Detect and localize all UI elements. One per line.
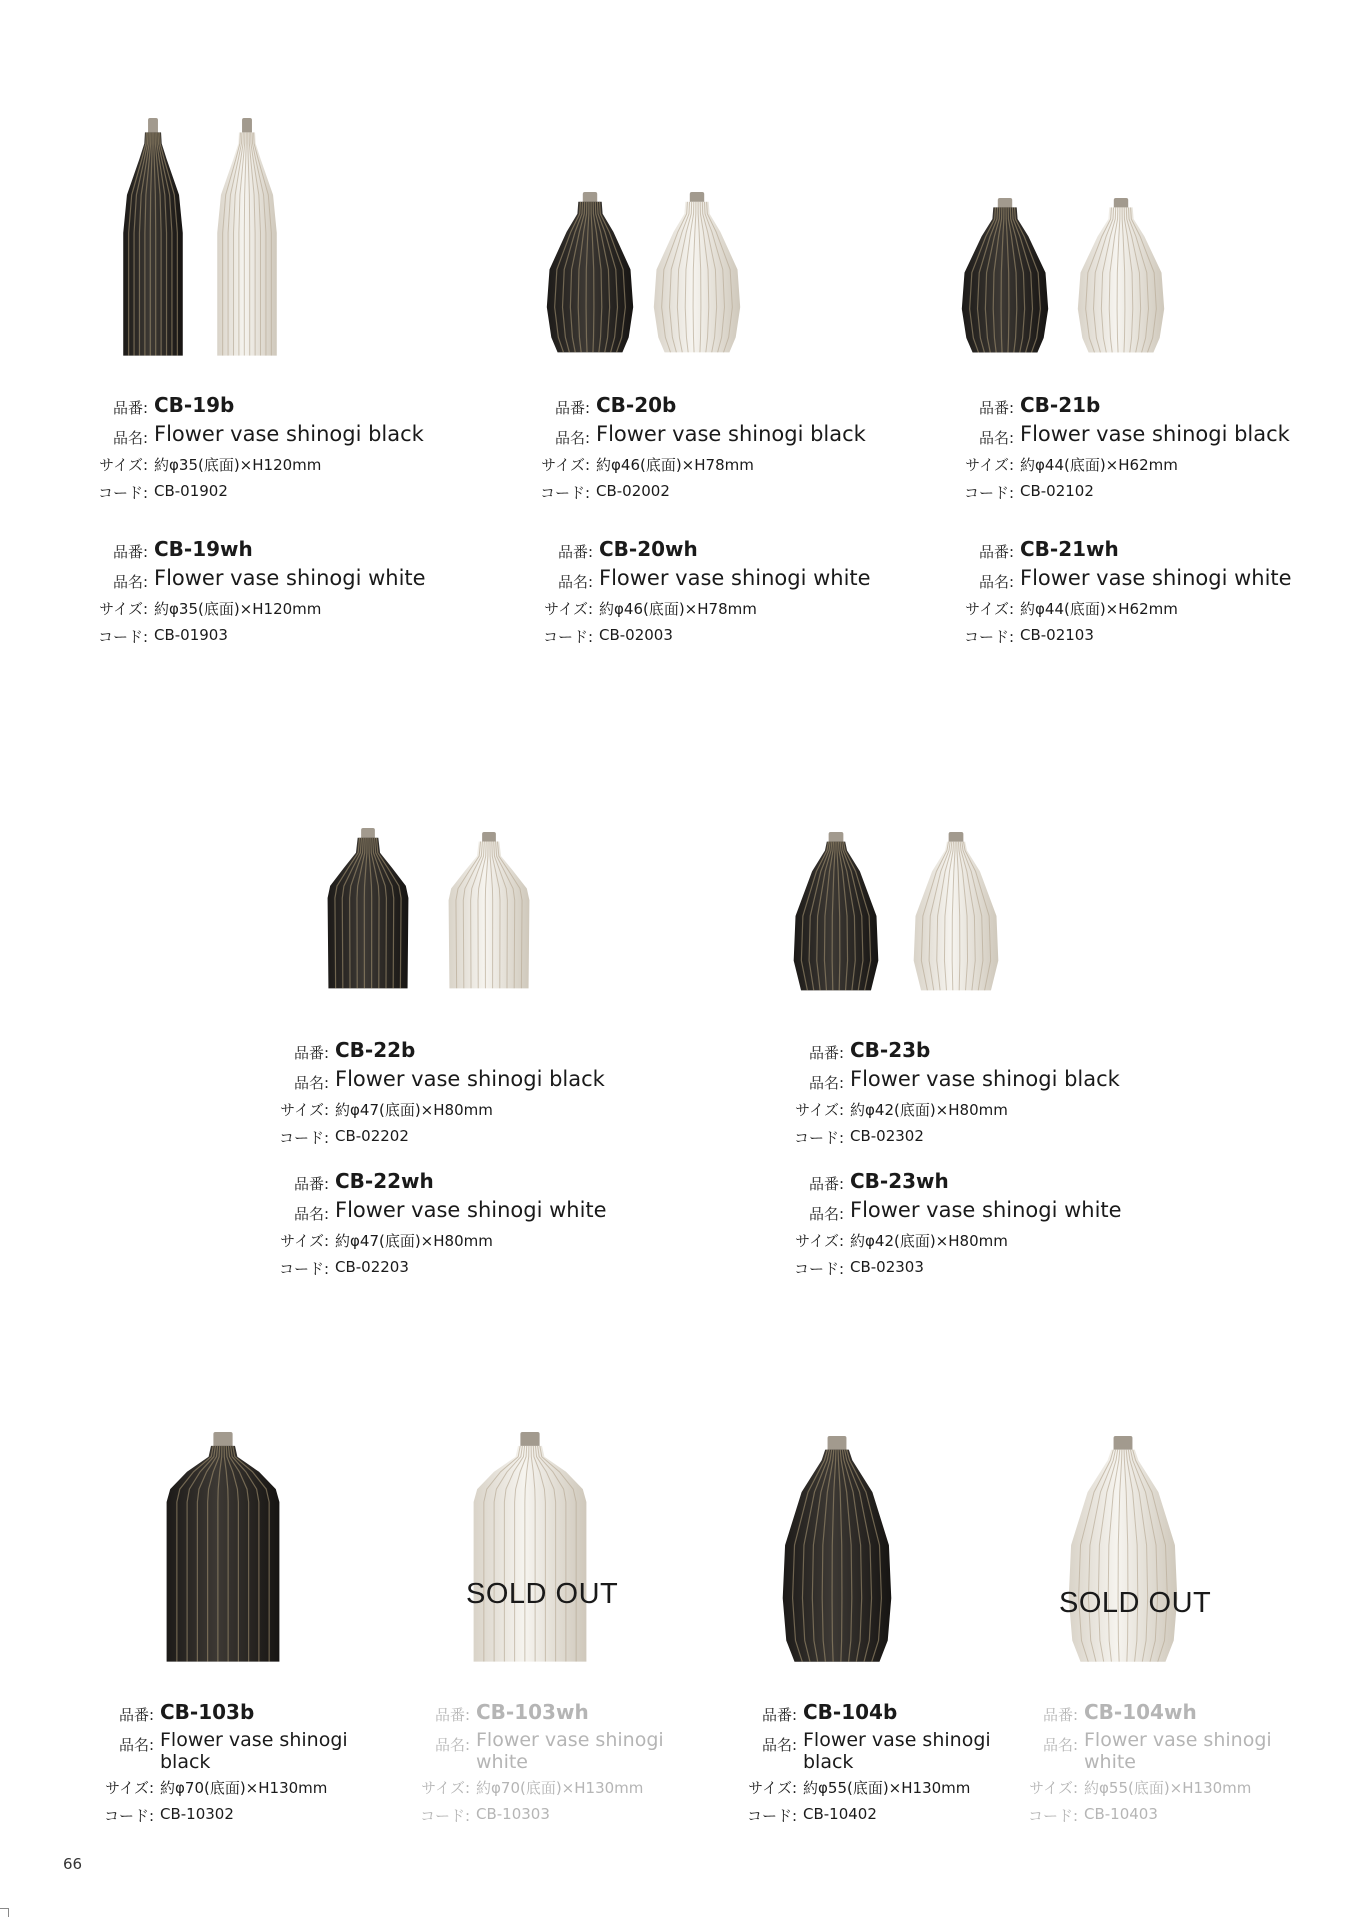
- vase-image-cb-20wh: [652, 192, 742, 354]
- product-name: Flower vase shinogi black: [850, 1067, 1120, 1091]
- sold-out-label-cb-103wh: SOLD OUT: [466, 1578, 619, 1610]
- product-barcode: CB-10303: [476, 1805, 550, 1823]
- crop-mark: [0, 1908, 9, 1917]
- product-code: CB-23b: [850, 1038, 931, 1062]
- spec-cb-104wh: [1014, 1699, 1314, 1827]
- barcode-label: コード:: [793, 1260, 844, 1278]
- vase-image-cb-23b: [790, 832, 882, 992]
- product-name: Flower vase shinogi white: [599, 566, 871, 590]
- name-label: 品名:: [112, 573, 148, 591]
- name-label: 品名:: [554, 429, 590, 447]
- product-code: CB-21wh: [1020, 537, 1119, 561]
- product-name: Flower vase shinogi black: [160, 1729, 348, 1773]
- product-name: Flower vase shinogi black: [803, 1729, 991, 1773]
- product-code: CB-104wh: [1084, 1700, 1197, 1724]
- product-size: 約φ42(底面)×H80mm: [850, 1232, 1008, 1250]
- vase-image-cb-21b: [960, 198, 1050, 354]
- barcode-label: コード:: [963, 484, 1014, 502]
- product-barcode: CB-02302: [850, 1127, 924, 1145]
- product-size: 約φ35(底面)×H120mm: [154, 600, 322, 618]
- vase-image-cb-104wh: [1064, 1436, 1182, 1664]
- product-code: CB-19b: [154, 393, 235, 417]
- size-label: サイズ:: [280, 1101, 329, 1119]
- product-barcode: CB-02002: [596, 482, 670, 500]
- product-size: 約φ55(底面)×H130mm: [803, 1779, 971, 1797]
- product-size: 約φ70(底面)×H130mm: [476, 1779, 644, 1797]
- name-label: 品名:: [808, 1074, 844, 1092]
- spec-cb-104b: [733, 1699, 1033, 1827]
- vase-image-cb-19wh: [216, 118, 278, 358]
- product-name: Flower vase shinogi black: [154, 422, 424, 446]
- product-barcode: CB-02103: [1020, 626, 1094, 644]
- barcode-label: コード:: [746, 1807, 797, 1825]
- barcode-label: コード:: [963, 628, 1014, 646]
- product-barcode: CB-10403: [1084, 1805, 1158, 1823]
- product-barcode: CB-01902: [154, 482, 228, 500]
- spec-cb-103b: [90, 1699, 390, 1827]
- vase-image-cb-21wh: [1076, 198, 1166, 354]
- spec-cb-19b: [84, 392, 424, 504]
- product-name: Flower vase shinogi black: [335, 1067, 605, 1091]
- product-name: Flower vase shinogi white: [850, 1198, 1122, 1222]
- size-label: サイズ:: [280, 1232, 329, 1250]
- name-label: 品名:: [293, 1205, 329, 1223]
- barcode-label: コード:: [539, 484, 590, 502]
- product-size: 約φ35(底面)×H120mm: [154, 456, 322, 474]
- code-label: 品番:: [112, 543, 148, 561]
- barcode-label: コード:: [278, 1129, 329, 1147]
- vase-image-cb-22b: [325, 828, 411, 990]
- name-label: 品名:: [761, 1736, 797, 1754]
- code-label: 品番:: [557, 543, 593, 561]
- code-label: 品番:: [112, 399, 148, 417]
- code-label: 品番:: [808, 1044, 844, 1062]
- product-size: 約φ44(底面)×H62mm: [1020, 600, 1178, 618]
- product-barcode: CB-02303: [850, 1258, 924, 1276]
- size-label: サイズ:: [105, 1779, 154, 1797]
- code-label: 品番:: [1042, 1706, 1078, 1724]
- name-label: 品名:: [118, 1736, 154, 1754]
- spec-cb-21wh: [950, 536, 1292, 648]
- product-size: 約φ46(底面)×H78mm: [596, 456, 754, 474]
- vase-image-cb-19b: [122, 118, 184, 358]
- product-name: Flower vase shinogi white: [154, 566, 426, 590]
- code-label: 品番:: [808, 1175, 844, 1193]
- product-size: 約φ46(底面)×H78mm: [599, 600, 757, 618]
- size-label: サイズ:: [99, 600, 148, 618]
- size-label: サイズ:: [1029, 1779, 1078, 1797]
- name-label: 品名:: [978, 573, 1014, 591]
- product-code: CB-23wh: [850, 1169, 949, 1193]
- product-code: CB-21b: [1020, 393, 1101, 417]
- name-label: 品名:: [557, 573, 593, 591]
- product-name: Flower vase shinogi black: [1020, 422, 1290, 446]
- code-label: 品番:: [434, 1706, 470, 1724]
- code-label: 品番:: [118, 1706, 154, 1724]
- size-label: サイズ:: [795, 1101, 844, 1119]
- name-label: 品名:: [112, 429, 148, 447]
- product-name: Flower vase shinogi white: [1020, 566, 1292, 590]
- size-label: サイズ:: [795, 1232, 844, 1250]
- size-label: サイズ:: [541, 456, 590, 474]
- barcode-label: コード:: [419, 1807, 470, 1825]
- barcode-label: コード:: [278, 1260, 329, 1278]
- size-label: サイズ:: [544, 600, 593, 618]
- product-name: Flower vase shinogi black: [596, 422, 866, 446]
- product-size: 約φ44(底面)×H62mm: [1020, 456, 1178, 474]
- spec-cb-21b: [950, 392, 1290, 504]
- product-barcode: CB-02102: [1020, 482, 1094, 500]
- code-label: 品番:: [978, 399, 1014, 417]
- spec-cb-22b: [265, 1037, 605, 1149]
- size-label: サイズ:: [99, 456, 148, 474]
- product-barcode: CB-02202: [335, 1127, 409, 1145]
- product-size: 約φ55(底面)×H130mm: [1084, 1779, 1252, 1797]
- barcode-label: コード:: [97, 484, 148, 502]
- size-label: サイズ:: [748, 1779, 797, 1797]
- product-name: Flower vase shinogi white: [335, 1198, 607, 1222]
- vase-image-cb-22wh: [446, 832, 532, 990]
- vase-image-cb-20b: [545, 192, 635, 354]
- product-size: 約φ47(底面)×H80mm: [335, 1232, 493, 1250]
- product-code: CB-19wh: [154, 537, 253, 561]
- spec-cb-23b: [780, 1037, 1120, 1149]
- product-size: 約φ70(底面)×H130mm: [160, 1779, 328, 1797]
- product-name: Flower vase shinogi white: [476, 1729, 664, 1773]
- page-number: 66: [63, 1855, 83, 1873]
- product-code: CB-104b: [803, 1700, 898, 1724]
- code-label: 品番:: [978, 543, 1014, 561]
- product-code: CB-103b: [160, 1700, 255, 1724]
- name-label: 品名:: [978, 429, 1014, 447]
- code-label: 品番:: [293, 1044, 329, 1062]
- code-label: 品番:: [761, 1706, 797, 1724]
- product-code: CB-20wh: [599, 537, 698, 561]
- name-label: 品名:: [434, 1736, 470, 1754]
- vase-image-cb-104b: [778, 1436, 896, 1664]
- product-code: CB-22b: [335, 1038, 416, 1062]
- product-barcode: CB-02203: [335, 1258, 409, 1276]
- name-label: 品名:: [293, 1074, 329, 1092]
- spec-cb-22wh: [265, 1168, 607, 1280]
- barcode-label: コード:: [542, 628, 593, 646]
- name-label: 品名:: [1042, 1736, 1078, 1754]
- size-label: サイズ:: [965, 600, 1014, 618]
- product-barcode: CB-10302: [160, 1805, 234, 1823]
- spec-cb-19wh: [84, 536, 426, 648]
- size-label: サイズ:: [965, 456, 1014, 474]
- spec-cb-103wh: [406, 1699, 706, 1827]
- spec-cb-23wh: [780, 1168, 1122, 1280]
- product-size: 約φ42(底面)×H80mm: [850, 1101, 1008, 1119]
- barcode-label: コード:: [1027, 1807, 1078, 1825]
- spec-cb-20b: [526, 392, 866, 504]
- code-label: 品番:: [293, 1175, 329, 1193]
- product-barcode: CB-01903: [154, 626, 228, 644]
- name-label: 品名:: [808, 1205, 844, 1223]
- code-label: 品番:: [554, 399, 590, 417]
- vase-image-cb-103b: [163, 1432, 283, 1664]
- product-name: Flower vase shinogi white: [1084, 1729, 1272, 1773]
- product-size: 約φ47(底面)×H80mm: [335, 1101, 493, 1119]
- product-code: CB-22wh: [335, 1169, 434, 1193]
- size-label: サイズ:: [421, 1779, 470, 1797]
- vase-image-cb-23wh: [910, 832, 1002, 992]
- barcode-label: コード:: [97, 628, 148, 646]
- barcode-label: コード:: [793, 1129, 844, 1147]
- product-barcode: CB-02003: [599, 626, 673, 644]
- vase-image-cb-103wh: [470, 1432, 590, 1664]
- sold-out-label-cb-104wh: SOLD OUT: [1059, 1587, 1212, 1619]
- product-barcode: CB-10402: [803, 1805, 877, 1823]
- spec-cb-20wh: [529, 536, 871, 648]
- barcode-label: コード:: [103, 1807, 154, 1825]
- product-code: CB-103wh: [476, 1700, 589, 1724]
- product-code: CB-20b: [596, 393, 677, 417]
